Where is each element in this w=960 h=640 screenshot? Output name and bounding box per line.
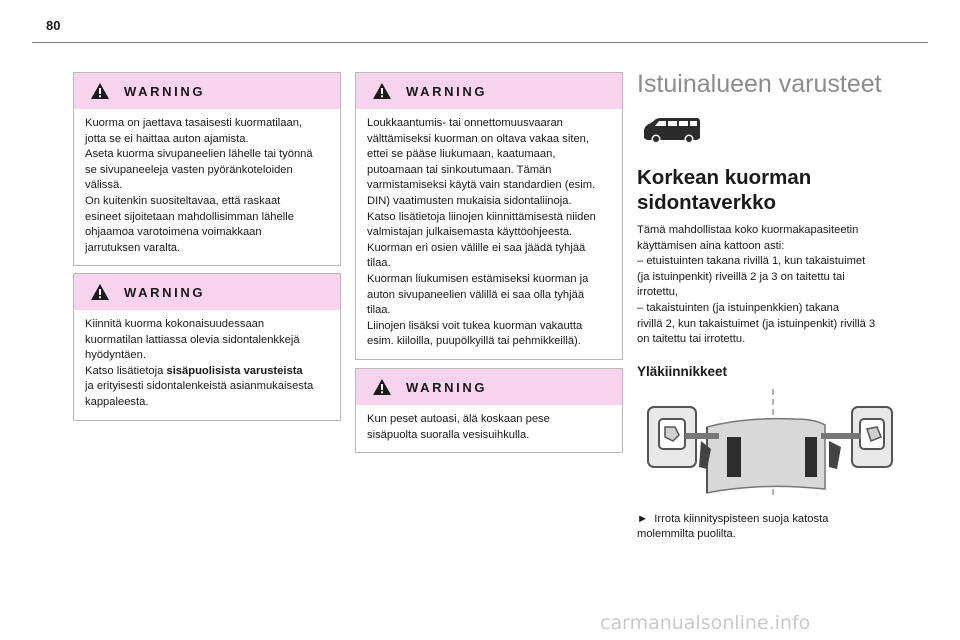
- heading: [637, 165, 922, 215]
- van-icon: [641, 116, 922, 149]
- subheading: Yläkiinnikkeet: [637, 363, 728, 379]
- warning-triangle-icon: [372, 82, 392, 100]
- text-line: Kuorman eri osien välille ei saa jäädä tyhjää: [367, 241, 586, 254]
- text-line: kappaleesta.: [85, 395, 149, 408]
- text-line: irrotettu,: [637, 286, 679, 299]
- text-line: valmistajan julkaisemasta käyttöohjeesta.: [367, 226, 573, 239]
- body-text: [637, 223, 922, 348]
- text-line: – takaistuinten (ja istuinpenkkien) takana: [637, 301, 840, 314]
- warning-title: WARNING: [124, 83, 206, 99]
- page-number: 80: [46, 18, 61, 33]
- text-line: Liinojen lisäksi voit tukea kuorman vakautta: [367, 319, 583, 332]
- warning-header: [74, 274, 340, 310]
- text-line: ettei se pääse liukumaan, kaatumaan,: [367, 148, 556, 161]
- warning-title: WARNING: [406, 83, 488, 99]
- text-line: välttämiseksi kuorman on oltava vakaa siten,: [367, 132, 589, 145]
- warning-title: WARNING: [124, 284, 206, 300]
- text-line: Loukkaantumis- tai onnettomuusvaaran: [367, 117, 563, 129]
- text-line: jotta se ei haittaa auton ajamista.: [85, 132, 249, 145]
- text-line: jarrutuksen varalta.: [85, 241, 181, 254]
- text-line: putoamaan tai sinkoutumaan. Tämän: [367, 163, 552, 176]
- text-line: tilaa.: [367, 304, 391, 317]
- text-line: auton sivupaneelien välillä ei saa olla tyhjää: [367, 288, 585, 301]
- instruction-bullet: [637, 512, 922, 543]
- anchor-diagram: [645, 389, 922, 502]
- warning-text: [74, 310, 340, 420]
- watermark-footer: carmanualsonline.info: [600, 612, 811, 634]
- warning-box-4: [355, 368, 623, 453]
- text-line: (ja istuinpenkit) riveillä 2 ja 3 on taitettu tai: [637, 270, 845, 283]
- warning-title: WARNING: [406, 379, 488, 395]
- warning-header: [356, 369, 622, 405]
- text-line: se sivupaneeleja vasten pyöränkoteloiden: [85, 163, 293, 176]
- bullet-arrow-icon: ►: [637, 512, 649, 525]
- text-line: On kuitenkin suositeltavaa, että raskaat: [85, 194, 281, 207]
- text-line: [85, 364, 329, 380]
- text-line: tilaa.: [367, 257, 391, 270]
- text-line: Kuorman liukumisen estämiseksi kuorman ja: [367, 272, 589, 285]
- text-line: ja erityisesti sidontalenkeistä asianmukaisesta: [85, 380, 314, 393]
- text-line: [637, 512, 922, 528]
- warning-triangle-icon: [90, 283, 110, 301]
- text-line: on taitettu tai irrotettu.: [637, 333, 746, 346]
- warning-header: [356, 73, 622, 109]
- text-line: Kun peset autoasi, älä koskaan pese: [367, 413, 550, 425]
- heading-line: sidontaverkko: [637, 191, 776, 214]
- warning-box-2: [73, 273, 341, 421]
- text-line: Tämä mahdollistaa koko kuormakapasiteetin: [637, 224, 859, 236]
- text-line: hyödyntäen.: [85, 349, 146, 362]
- section-column: [637, 68, 922, 543]
- text-line: ohjaamoa varotoimena voimakkaan: [85, 226, 262, 239]
- text-line: – etuistuinten takana rivillä 1, kun takaistuimet: [637, 255, 866, 268]
- text-line: varmistamiseksi käytä vain standardien (esim.: [367, 179, 596, 192]
- warning-box-1: [73, 72, 341, 266]
- text-line: molemmilta puolilta.: [637, 528, 736, 541]
- warning-text: [74, 109, 340, 265]
- bullet-text: Irrota kiinnityspisteen suoja katosta: [654, 512, 829, 525]
- text-line: sisäpuolta suoralla vesisuihkulla.: [367, 428, 530, 441]
- text-line: Aseta kuorma sivupaneelien lähelle tai työnnä: [85, 148, 313, 161]
- heading-line: Korkean kuorman: [637, 166, 812, 189]
- text-line: Katso lisätietoja liinojen kiinnittämisestä niiden: [367, 210, 596, 223]
- text-line: kuormatilan lattiassa olevia sidontalenkkejä: [85, 333, 300, 346]
- text-line: esineet sijoitetaan mahdollisimman lähelle: [85, 210, 294, 223]
- text-line: DIN) vaatimusten mukaisia sidontaliinoja.: [367, 194, 572, 207]
- text-line: Kiinnitä kuorma kokonaisuudessaan: [85, 318, 265, 330]
- text-line: käyttämisen aina kattoon asti:: [637, 239, 785, 252]
- header-rule: [32, 42, 928, 43]
- warning-triangle-icon: [90, 82, 110, 100]
- warning-header: [74, 73, 340, 109]
- section-title: Istuinalueen varusteet: [637, 70, 882, 98]
- warning-text: [356, 405, 622, 452]
- cross-reference-link[interactable]: sisäpuolisista varusteista: [166, 364, 303, 377]
- warning-triangle-icon: [372, 378, 392, 396]
- text-line: rivillä 2, kun takaistuimet (ja istuinpenkit) rivillä 3: [637, 317, 876, 330]
- text-line-prefix: Katso lisätietoja: [85, 364, 167, 377]
- warning-text: [356, 109, 622, 359]
- text-line: välissä.: [85, 179, 123, 192]
- text-line: esim. kiiloilla, puupölkyillä tai pehmikkeillä).: [367, 335, 581, 348]
- warning-box-3: [355, 72, 623, 360]
- text-line: Kuorma on jaettava tasaisesti kuormatilaan,: [85, 117, 303, 129]
